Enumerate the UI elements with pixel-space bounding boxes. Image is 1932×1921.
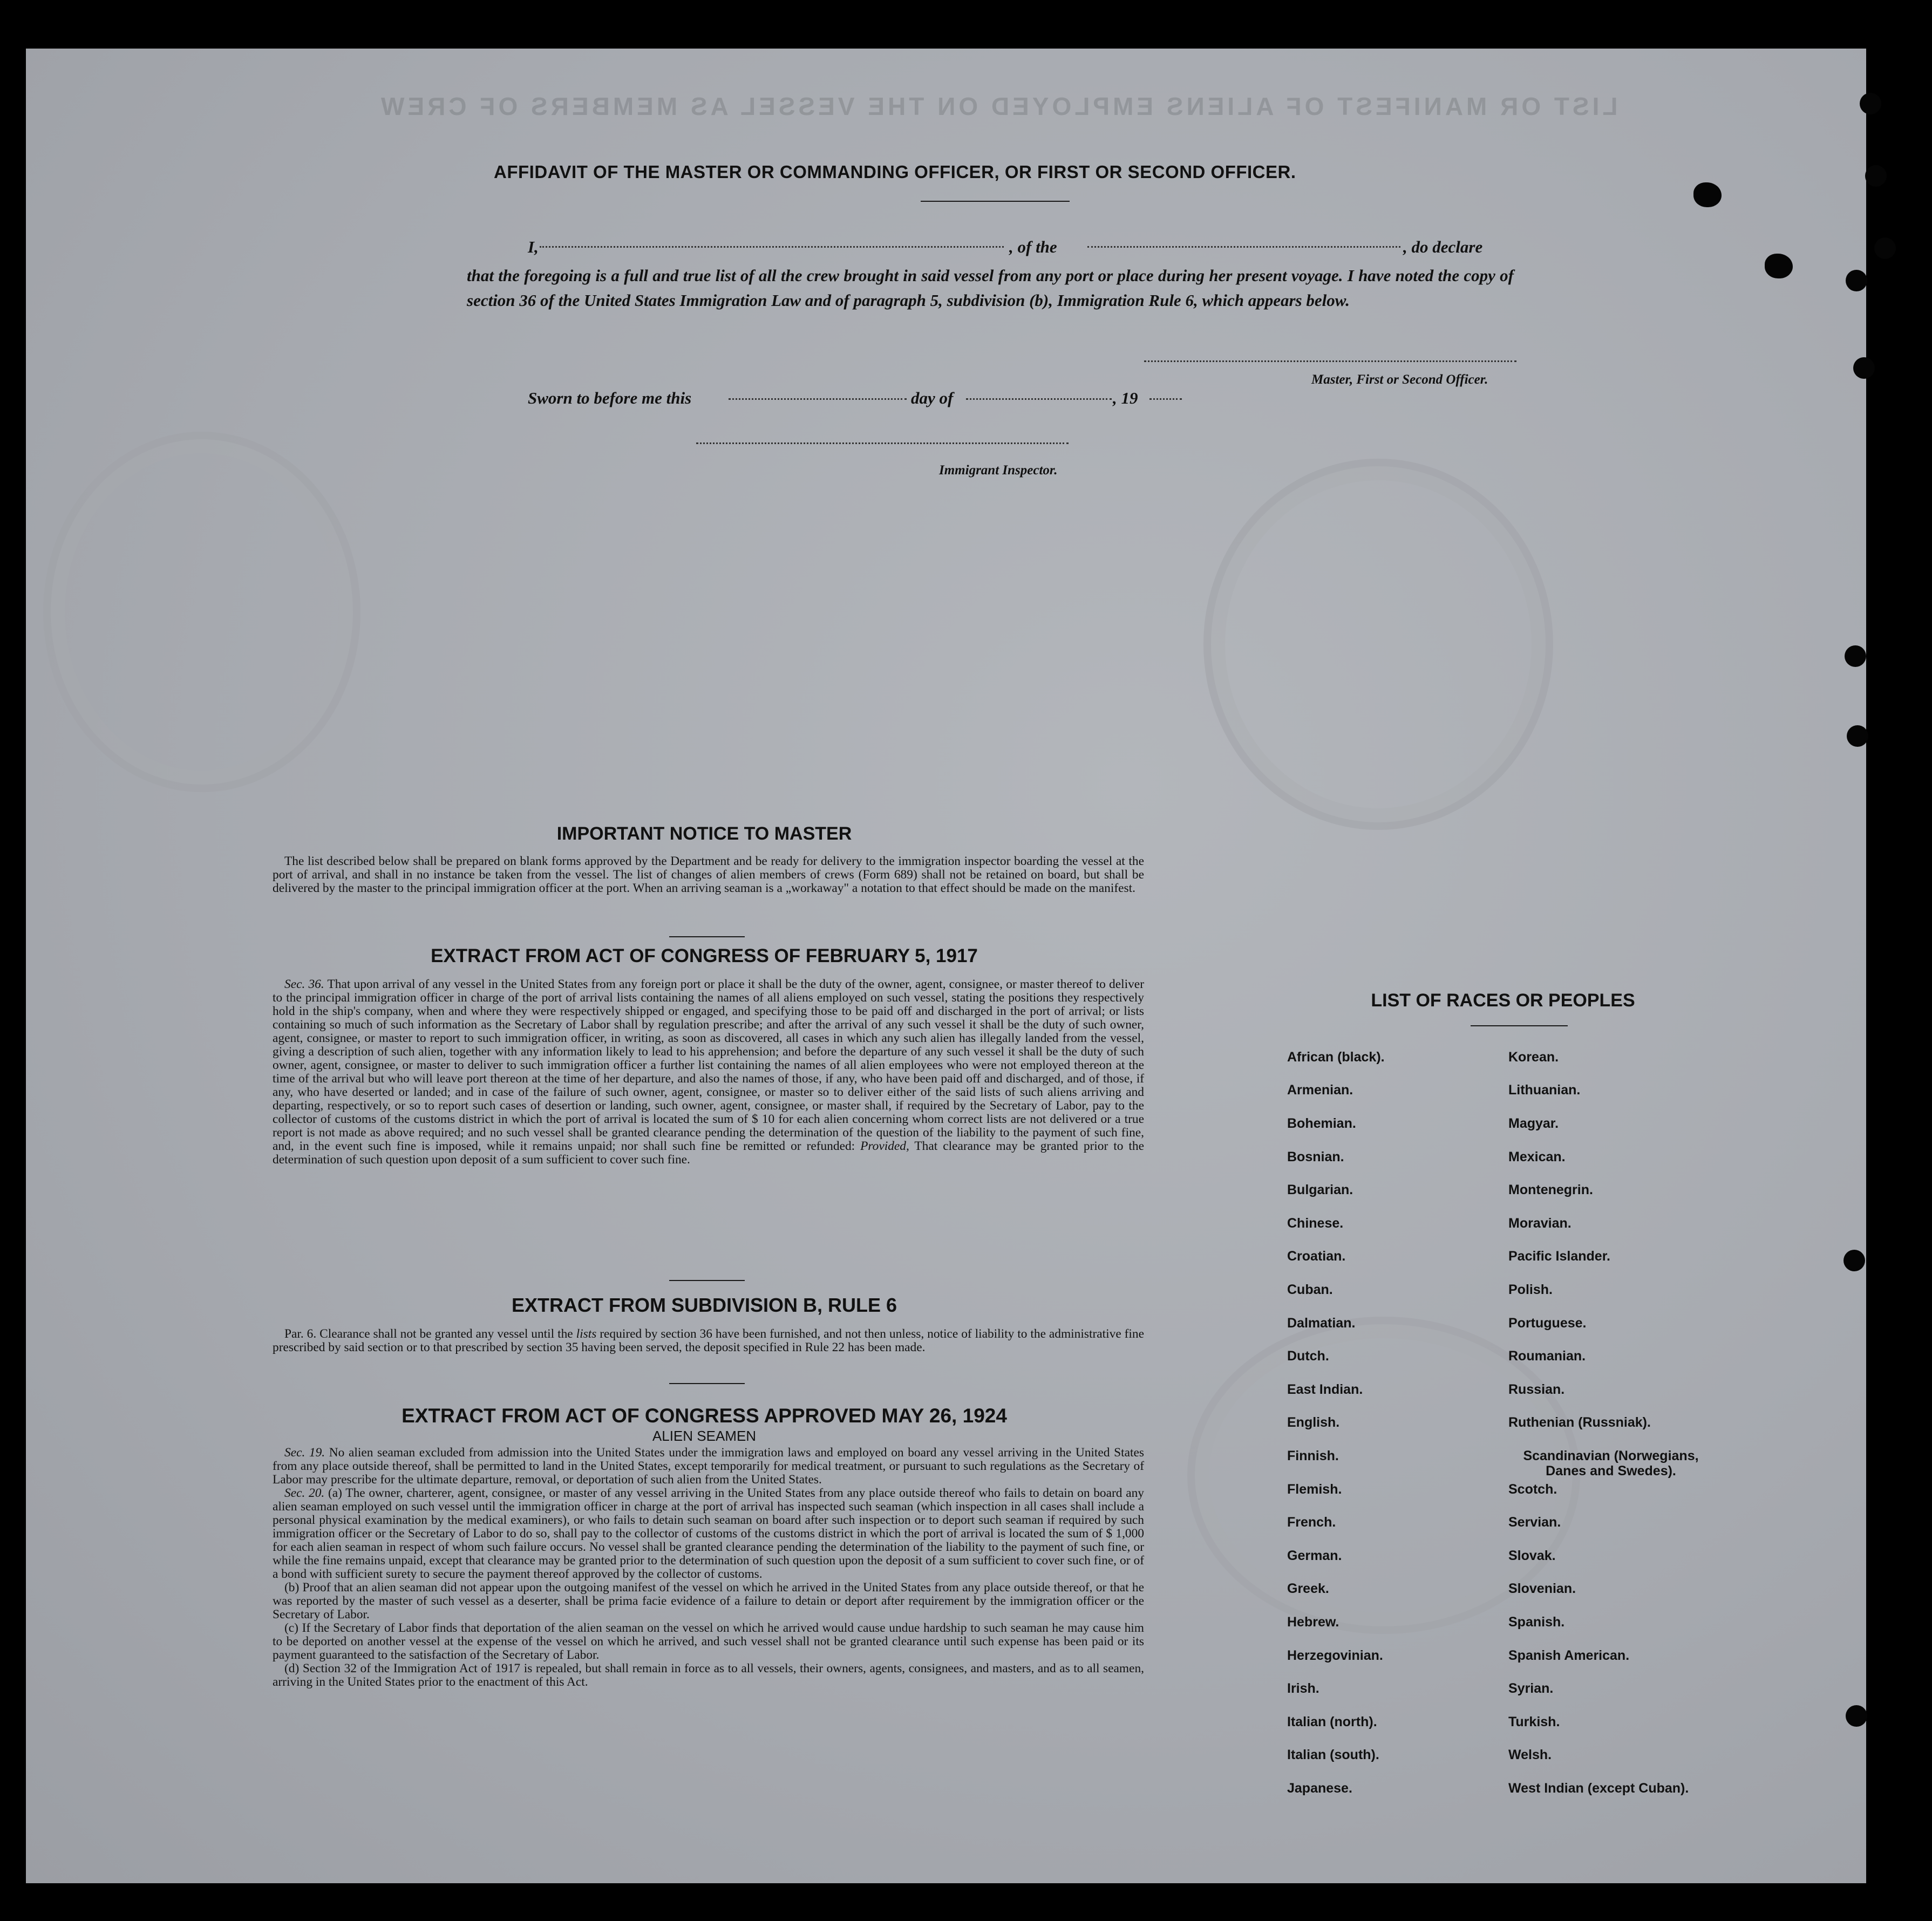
race-item: Scotch. xyxy=(1508,1482,1557,1497)
sworn-day-blank[interactable] xyxy=(729,398,907,400)
race-item: Montenegrin. xyxy=(1508,1182,1593,1197)
signature-caption: Master, First or Second Officer. xyxy=(1311,372,1488,387)
race-item: Portuguese. xyxy=(1508,1316,1587,1331)
act-1924-subtitle: ALIEN SEAMEN xyxy=(652,1428,757,1444)
section-rule xyxy=(669,1280,745,1281)
title-rule xyxy=(921,201,1070,202)
sec-19-text: No alien seaman excluded from admission into the United States under the immigration laws and employed on board any vessel arriving in the United States from any place outside thereof, shall be permitted to land in the United States, except temporarily for medical treatment, or pursuant to such regulations as the Secretary of Labor may prescribe for the ultimate departure, removal, or deportation of such alien from the United States. xyxy=(273,1446,1144,1487)
binder-hole xyxy=(1765,254,1793,278)
race-item: Bohemian. xyxy=(1287,1116,1356,1131)
sec-20a-text: (a) The owner, charterer, agent, consignee, or master of any vessel arriving in the United States from any place outside thereof who fails to detain on board any alien seaman employed on such vessel until the immigration officer in charge at the port of arrival has inspected such seaman (which inspection in all cases shall include a personal physical examination by the medical examiners), or who fails to detain such seaman on board after such inspection or to deport such seaman if required by such immigration officer or the Secretary of Labor to do so, shall pay to the collector of customs of the customs district in which the port of arrival is located the sum of $ 1,000 for each alien seaman in respect of whom such failure occurs. No vessel shall be granted clearance pending the determination of the liability to the payment of such fine, or while the fine remains unpaid, except that clearance may be granted prior to the determination of such question upon the deposit of a sum sufficient to cover such fine, or of a bond with sufficient surety to secure the payment thereof approved by the collector of customs. xyxy=(273,1486,1144,1581)
sec-20-label: Sec. 20. xyxy=(284,1486,325,1500)
notice-text xyxy=(273,855,1144,895)
sec-19-label: Sec. 19. xyxy=(284,1446,325,1460)
race-item: Italian (south). xyxy=(1287,1747,1379,1762)
sworn-year-prefix: , 19 xyxy=(1113,389,1138,407)
race-item: Slovenian. xyxy=(1508,1581,1576,1596)
signature-blank[interactable] xyxy=(1144,360,1516,362)
sworn-month-blank[interactable] xyxy=(966,398,1112,400)
races-title: LIST OF RACES OR PEOPLES xyxy=(1371,990,1635,1011)
binder-hole xyxy=(1846,270,1867,291)
race-item: Polish. xyxy=(1508,1282,1553,1297)
race-item: Servian. xyxy=(1508,1515,1561,1530)
act-1917-text xyxy=(273,978,1144,1167)
binder-hole xyxy=(1693,182,1722,207)
race-item: Spanish American. xyxy=(1508,1648,1630,1663)
bleed-through-text: LIST OR MANIFEST OF ALIENS EMPLOYED ON THE VESSEL AS MEMBERS OF CREW xyxy=(378,92,1618,120)
act-1917-paragraph xyxy=(273,978,1144,1167)
name-blank[interactable] xyxy=(540,246,1004,248)
affidavit-title: AFFIDAVIT OF THE MASTER OR COMMANDING OFFICER, OR FIRST OR SECOND OFFICER. xyxy=(494,162,1296,182)
race-item: Irish. xyxy=(1287,1681,1319,1696)
rule-6-text xyxy=(273,1327,1144,1354)
affidavit-of-the: , of the xyxy=(1009,237,1057,256)
binder-hole xyxy=(1874,237,1896,259)
race-item: Chinese. xyxy=(1287,1216,1344,1231)
binder-hole xyxy=(1845,645,1866,667)
race-item: Spanish. xyxy=(1508,1615,1565,1630)
bleed-seal-right xyxy=(1203,459,1553,830)
rule-6-title: EXTRACT FROM SUBDIVISION B, RULE 6 xyxy=(511,1294,897,1316)
section-rule xyxy=(669,1383,745,1384)
binder-hole xyxy=(1847,725,1868,747)
race-item: Ruthenian (Russniak). xyxy=(1508,1415,1651,1430)
affidavit-do-declare: , do declare xyxy=(1403,237,1483,256)
race-item: Slovak. xyxy=(1508,1548,1556,1563)
binder-hole xyxy=(1865,165,1887,187)
notice-title: IMPORTANT NOTICE TO MASTER xyxy=(556,823,852,844)
race-item: Syrian. xyxy=(1508,1681,1554,1696)
notice-paragraph: The list described below shall be prepared on blank forms approved by the Department and be ready for delivery to the immigration inspector boarding the vessel at the port of arrival, and shall in no instance be taken from the vessel. The list of changes of alien members of crews (Form 689) shall not be retained on board, but shall be delivered by the master to the principal immigration officer at the port. When an arriving seaman is a „workaway" a notation to that effect should be made on the manifest. xyxy=(273,854,1144,895)
sec-20c-paragraph: (c) If the Secretary of Labor finds that deportation of the alien seaman on the vessel on which he arrived would cause undue hardship to such seaman he may cause him to be deported on another vessel at the expense of the vessel on which he arrived, and such vessel shall not be granted clearance until such expense has been paid or its payment guaranteed to the satisfaction of the Secretary of Labor. xyxy=(273,1621,1144,1662)
race-item: African (black). xyxy=(1287,1050,1385,1065)
binder-hole xyxy=(1843,1250,1865,1271)
race-item: Finnish. xyxy=(1287,1448,1339,1463)
binder-hole xyxy=(1860,93,1881,114)
act-1924-text xyxy=(273,1446,1144,1689)
race-item: Bulgarian. xyxy=(1287,1182,1353,1197)
sworn-day-of: day of xyxy=(911,389,954,407)
race-item: Bosnian. xyxy=(1287,1149,1344,1164)
race-item: Roumanian. xyxy=(1508,1348,1586,1364)
race-item: French. xyxy=(1287,1515,1336,1530)
race-item: Armenian. xyxy=(1287,1082,1353,1098)
race-item: Dalmatian. xyxy=(1287,1316,1356,1331)
act-1924-title: EXTRACT FROM ACT OF CONGRESS APPROVED MAY 26, 1924 xyxy=(402,1405,1007,1427)
vessel-blank[interactable] xyxy=(1087,246,1400,248)
race-item: English. xyxy=(1287,1415,1340,1430)
binder-hole xyxy=(1853,357,1875,379)
race-item: Korean. xyxy=(1508,1050,1559,1065)
inspector-blank[interactable] xyxy=(696,442,1069,444)
race-item: Japanese. xyxy=(1287,1781,1352,1796)
affidavit-statement: that the foregoing is a full and true list of all the crew brought in said vessel from any port or place during her present voyage. I have noted the copy of section 36 of the United States Immigration Law and of paragraph 5, subdivision (b), Immigration Rule 6, which appears below. xyxy=(467,266,1514,310)
race-item: Dutch. xyxy=(1287,1348,1329,1364)
sworn-prefix: Sworn to before me this xyxy=(528,389,692,407)
provided-text: That clearance may be granted prior to the determination of such question upon deposit of a sum sufficient to cover such fine. xyxy=(273,1139,1144,1167)
race-item: Russian. xyxy=(1508,1382,1565,1397)
race-item: Herzegovinian. xyxy=(1287,1648,1383,1663)
section-rule xyxy=(669,936,745,937)
sec-20a-paragraph xyxy=(273,1487,1144,1581)
sec-20d-paragraph: (d) Section 32 of the Immigration Act of 1917 is repealed, but shall remain in force as to all vessels, their owners, agents, consignees, and masters, and as to all seamen, arriving in the United States prior to the enactment of this Act. xyxy=(273,1661,1144,1689)
race-item: Flemish. xyxy=(1287,1482,1342,1497)
affidavit-i-prefix: I, xyxy=(528,237,539,256)
races-rule xyxy=(1471,1025,1568,1026)
rule-6-text-a: Par. 6. Clearance shall not be granted any vessel until the xyxy=(284,1327,573,1341)
bleed-seal-left xyxy=(43,432,360,792)
race-item: Italian (north). xyxy=(1287,1714,1377,1729)
race-item: Croatian. xyxy=(1287,1249,1346,1264)
race-item: Magyar. xyxy=(1508,1116,1559,1131)
sworn-year-blank[interactable] xyxy=(1149,398,1182,400)
race-item: Greek. xyxy=(1287,1581,1329,1596)
sec-19-paragraph xyxy=(273,1446,1144,1487)
race-item: East Indian. xyxy=(1287,1382,1363,1397)
race-item: Hebrew. xyxy=(1287,1615,1339,1630)
race-item: Cuban. xyxy=(1287,1282,1333,1297)
race-item: West Indian (except Cuban). xyxy=(1508,1781,1689,1796)
inspector-caption: Immigrant Inspector. xyxy=(939,463,1058,478)
provided-label: Provided, xyxy=(860,1139,909,1153)
race-item: Lithuanian. xyxy=(1508,1082,1581,1098)
sec-36-text: That upon arrival of any vessel in the United States from any foreign port or place it shall be the duty of the owner, agent, consignee, or master thereof to deliver to the principal immigration officer in charge of the port of arrival lists containing the names of all aliens employed on such vessel, stating the positions they respectively hold in the ship's company, when and where they were respectively shipped or engaged, and specifying those to be paid off and discharged in the port of arrival; or lists containing so much of such information as the Secretary of Labor shall by regulation prescribe; and after the arrival of any such vessel it shall be the duty of such owner, agent, consignee, or master to report to such immigration officer, in writing, as soon as discovered, all cases in which any such alien has illegally landed from the vessel, giving a description of such alien, together with any information likely to lead to his apprehension; and before the departure of any such vessel it shall be the duty of such owner, agent, consignee, or master to deliver to such immigration officer a further list containing the names of all alien employees who were not employed thereon at the time of the arrival but who will leave port thereon at the time of her departure, and also the names of those, if any, who have been paid off and discharged, and of those, if any, who have deserted or landed; and in case of the failure of such owner, agent, consignee, or master so to deliver either of the said lists of such aliens arriving and departing, respectively, or so to report such cases of desertion or landing, such owner, agent, consignee, or master shall, if required by the Secretary of Labor, pay to the collector of customs of the customs district in which the port of arrival is located the sum of $ 10 for each alien concerning whom correct lists are not delivered or a true report is not made as above required; and no such vessel shall be granted clearance pending the determination of the question of the liability to the payment of such fine, and, in the event such fine is imposed, while it remains unpaid; nor shall such fine be remitted or refunded: xyxy=(273,977,1144,1153)
rule-6-paragraph xyxy=(273,1327,1144,1354)
sec-36-label: Sec. 36. xyxy=(284,977,324,991)
binder-hole xyxy=(1846,1705,1867,1727)
race-item: Mexican. xyxy=(1508,1149,1566,1164)
race-item: Pacific Islander. xyxy=(1508,1249,1610,1264)
race-item: Moravian. xyxy=(1508,1216,1572,1231)
race-item: Welsh. xyxy=(1508,1747,1552,1762)
rule-6-text-b: required by section 36 have been furnished, and not then unless, notice of liability to the administrative fine prescribed by said section or to that prescribed by section 35 having been served, the deposit specified in Rule 22 has been made. xyxy=(273,1327,1145,1354)
race-item: Turkish. xyxy=(1508,1714,1560,1729)
sec-20b-paragraph: (b) Proof that an alien seaman did not appear upon the outgoing manifest of the vessel on which he arrived in the United States from any place outside thereof, or that he was reported by the master of such vessel as a deserter, shall be prima facie evidence of a failure to detain or deport after requirement by the immigration officer or the Secretary of Labor. xyxy=(273,1581,1144,1622)
rule-6-lists: lists xyxy=(576,1327,597,1341)
race-item: German. xyxy=(1287,1548,1342,1563)
race-item: Scandinavian (Norwegians, Danes and Swedes). xyxy=(1523,1448,1699,1479)
act-1917-title: EXTRACT FROM ACT OF CONGRESS OF FEBRUARY 5, 1917 xyxy=(431,945,978,966)
